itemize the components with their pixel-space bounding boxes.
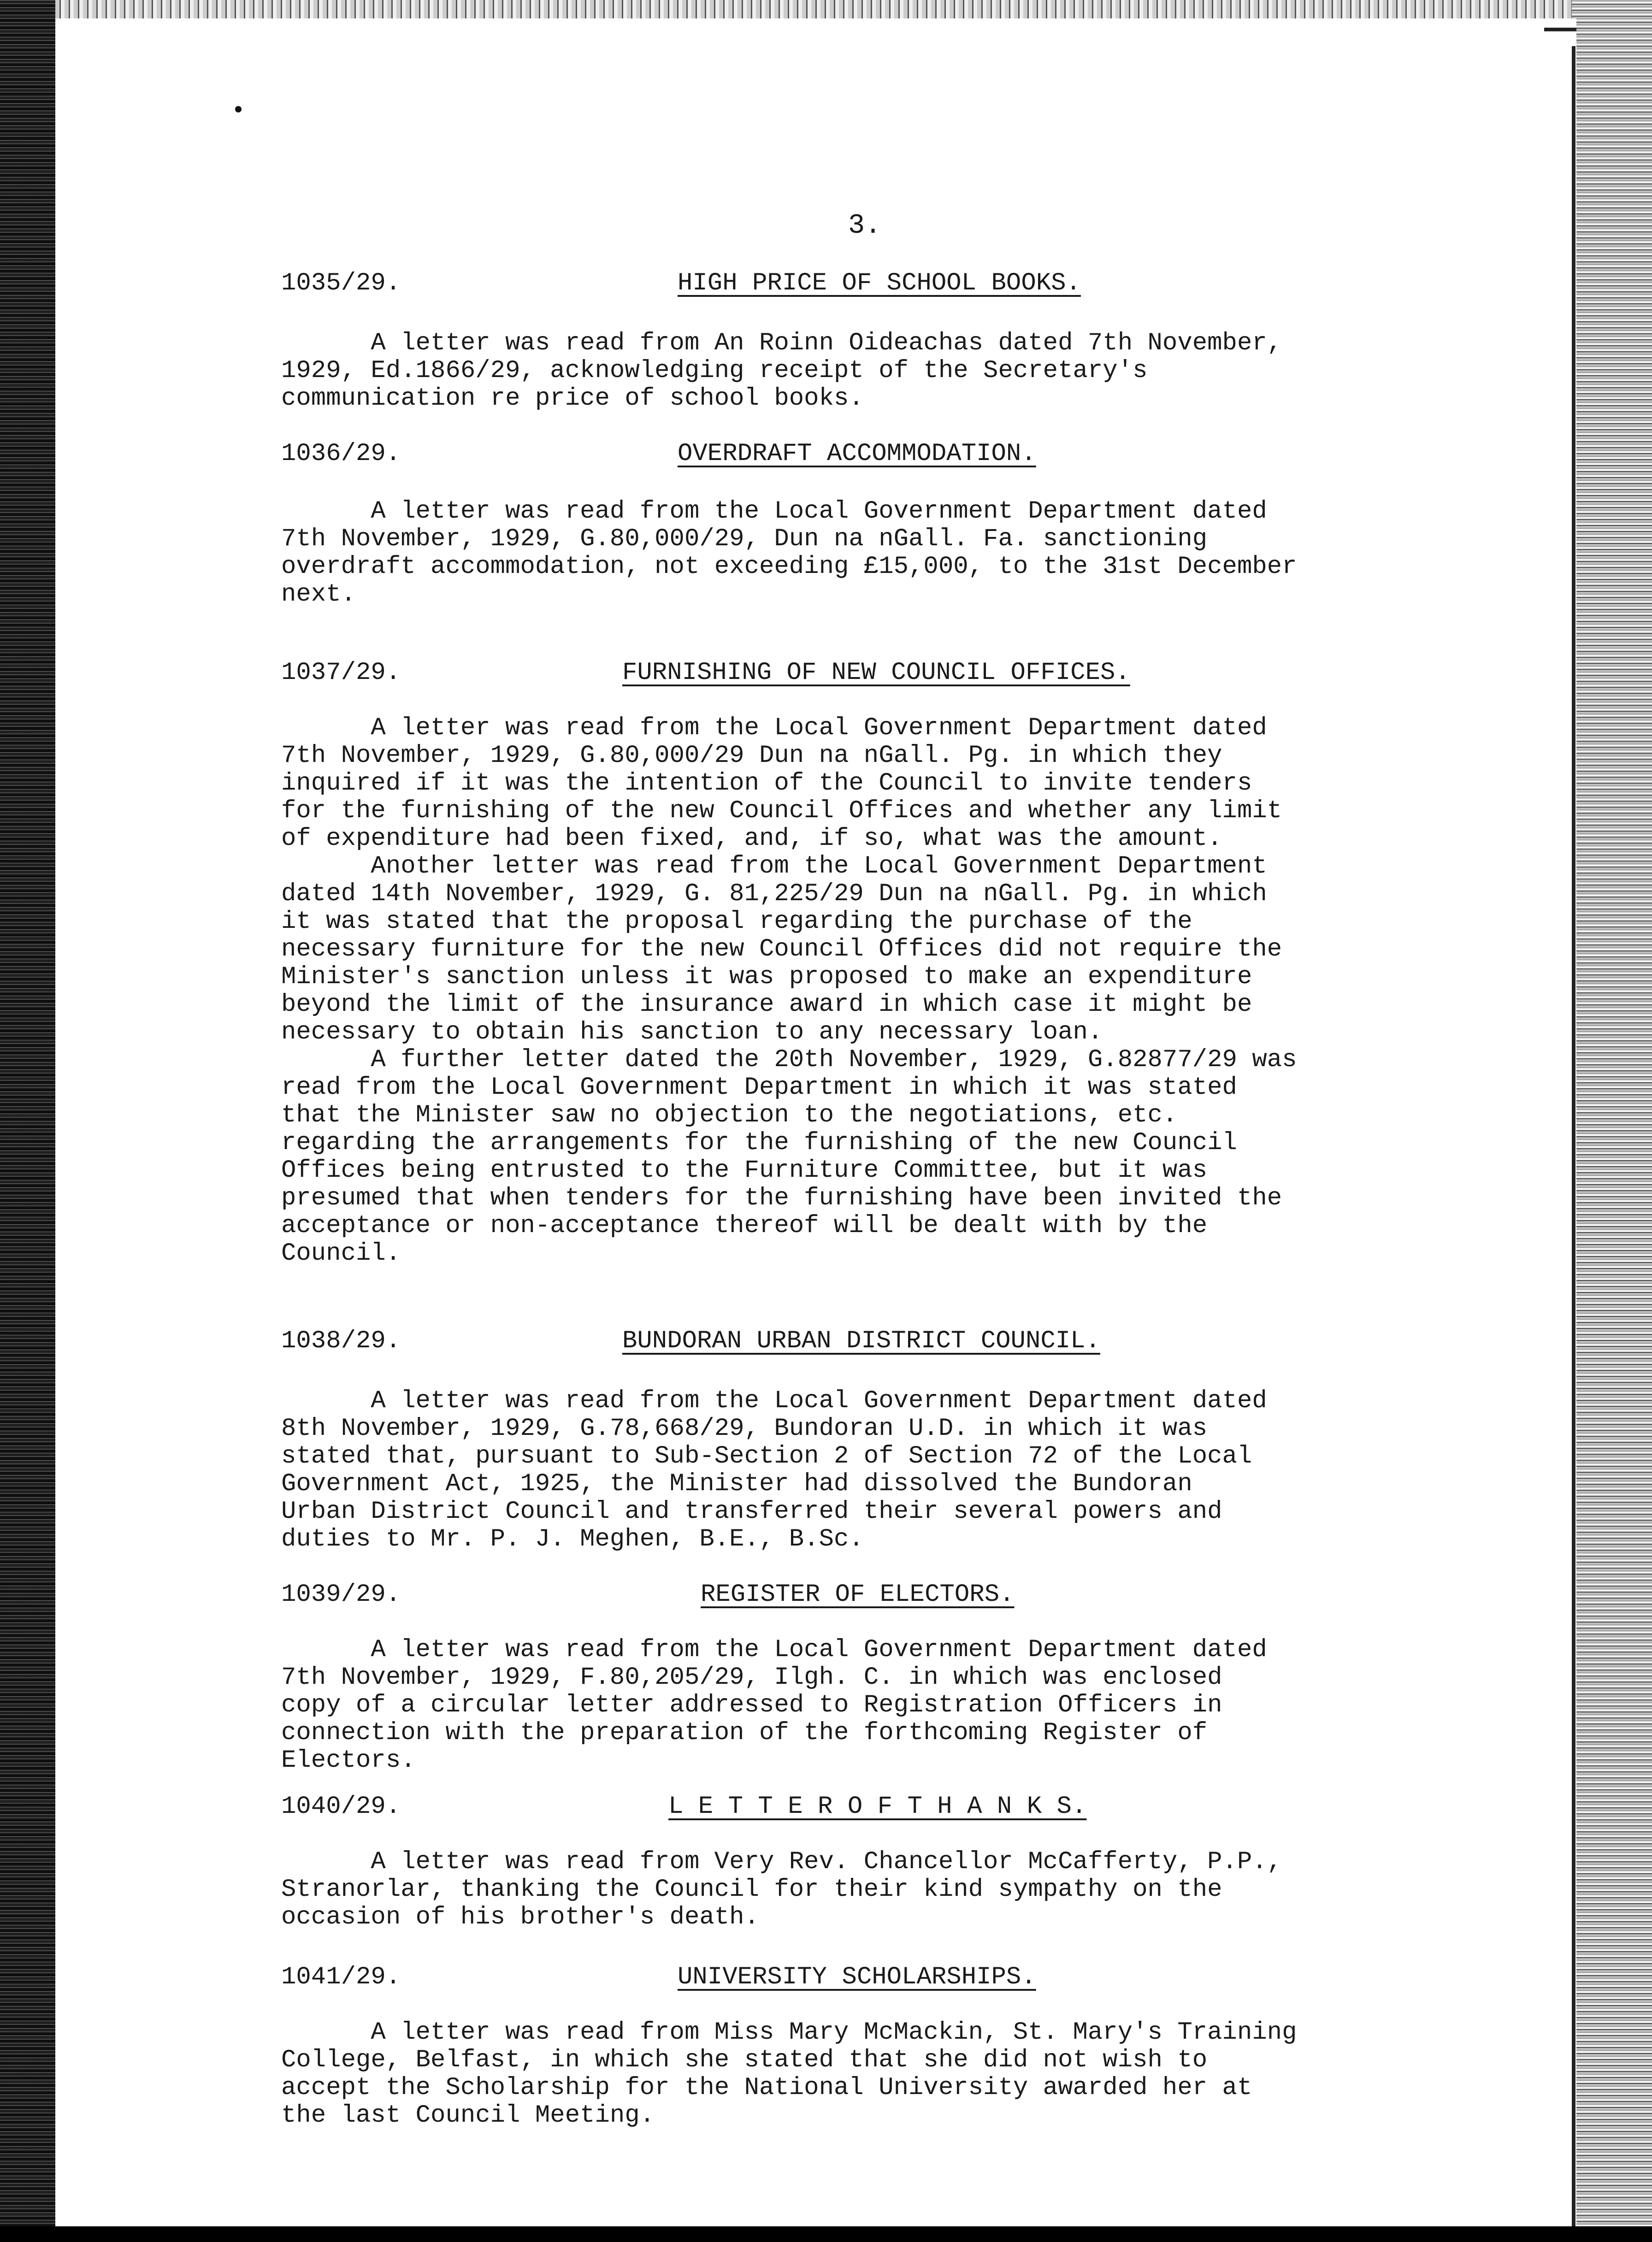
entry-paragraph: A letter was read from the Local Government Department dated 7th November, 1929, F.80,205/29, Ilgh. C. in which was enclosed copy of a circular letter addressed to Registration Officers in connection with the preparation of the forthcoming Register of Electors. (281, 1636, 1267, 1775)
entry-paragraph: A letter was read from the Local Government Department dated 8th November, 1929, G.78,668/29, Bundoran U.D. in which it was stated that, pursuant to Sub-Section 2 of Section 72 of the Local Government Act, 1925, the Minister had dissolved the Bundoran Urban District Council and transferred their several powers and duties to Mr. P. J. Meghen, B.E., B.Sc. (281, 1387, 1267, 1553)
entry-heading: FURNISHING OF NEW COUNCIL OFFICES. (622, 659, 1130, 687)
entry-heading: UNIVERSITY SCHOLARSHIPS. (678, 1963, 1036, 1991)
entry-paragraph: A letter was read from An Roinn Oideachas dated 7th November, 1929, Ed.1866/29, acknowledging receipt of the Secretary's communication re price of school books. (281, 329, 1282, 413)
entry-number: 1039/29. (281, 1581, 401, 1609)
entry-paragraph: A letter was read from Very Rev. Chancellor McCafferty, P.P., Stranorlar, thanking the Council for their kind sympathy on the occasion of his brother's death. (281, 1848, 1282, 1931)
document-page (55, 18, 1576, 2226)
entry-heading: OVERDRAFT ACCOMMODATION. (678, 440, 1036, 468)
scan-top-edge (55, 0, 1576, 18)
page-number: 3. (848, 210, 882, 242)
entry-paragraph: A letter was read from Miss Mary McMackin, St. Mary's Training College, Belfast, in which she stated that she did not wish to accept the Scholarship for the National University awarded her at the last Council Meeting. (281, 2018, 1297, 2130)
entry-number: 1037/29. (281, 659, 401, 687)
entry-heading: HIGH PRICE OF SCHOOL BOOKS. (678, 269, 1081, 297)
entry-paragraph: A letter was read from the Local Government Department dated 7th November, 1929, G.80,000/29, Dun na nGall. Fa. sanctioning overdraft accommodation, not exceeding £15,000, to the 31st December next. (281, 497, 1297, 608)
entry-number: 1036/29. (281, 440, 401, 468)
document-content (55, 18, 1576, 2226)
entry-paragraph: A letter was read from the Local Government Department dated 7th November, 1929, G.80,000/29 Dun na nGall. Pg. in which they inquired if it was the intention of the Council to invite tenders for the furnishing of the new Council Offices and whether any limit of expenditure had been fixed, and, if so, what was the amount. Another letter was read from the Local Government Department dated 14th November, 1929, G. 81,225/29 Dun na nGall. Pg. in which it was stated that the proposal regarding the purchase of the necessary furniture for the new Council Offices did not require the Minister's sanction unless it was proposed to make an expenditure beyond the limit of the insurance award in which case it might be necessary to obtain his sanction to any necessary loan. A further letter dated the 20th November, 1929, G.82877/29 was read from the Local Government Department in which it was stated that the Minister saw no objection to the negotiations, etc. regarding the arrangements for the furnishing of the new Council Offices being entrusted to the Furniture Committee, but it was presumed that when tenders for the furnishing have been invited the acceptance or non-acceptance thereof will be dealt with by the Council. (281, 714, 1297, 1268)
entry-number: 1038/29. (281, 1327, 401, 1355)
scan-right-edge (1572, 0, 1652, 2242)
entry-number: 1035/29. (281, 269, 401, 297)
entry-number: 1040/29. (281, 1793, 401, 1821)
entry-heading: L E T T E R O F T H A N K S. (668, 1793, 1087, 1821)
entry-heading: BUNDORAN URBAN DISTRICT COUNCIL. (622, 1327, 1100, 1355)
entry-heading: REGISTER OF ELECTORS. (701, 1581, 1015, 1609)
scan-bottom-edge (0, 2226, 1652, 2242)
scan-left-edge (0, 0, 55, 2242)
entry-number: 1041/29. (281, 1963, 401, 1991)
